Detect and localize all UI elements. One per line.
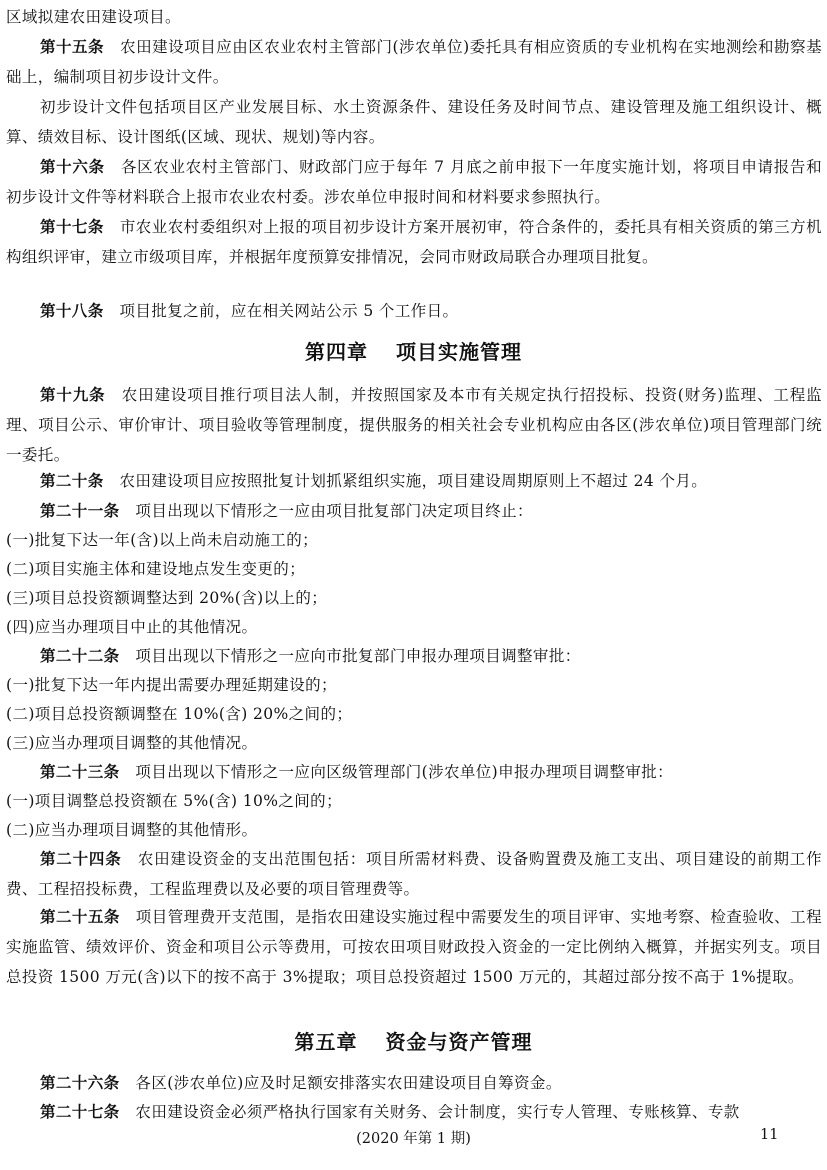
article-label: 第二十条 — [40, 471, 104, 490]
article-label: 第十六条 — [40, 157, 105, 176]
issue-label: (2020 年第 1 期) — [356, 1131, 471, 1147]
article-27: 第二十七条 农田建设资金必须严格执行国家有关财务、会计制度，实行专人管理、专账核算、专款 — [40, 1102, 740, 1121]
design-contents-paragraph: 初步设计文件包括项目区产业发展目标、水土资源条件、建设任务及时间节点、建设管理及施工组织设计、概算、绩效目标、设计图纸(区域、现状、规划)等内容。 — [6, 98, 822, 146]
article-17: 第十七条 市农业农村委组织对上报的项目初步设计方案开展初审，符合条件的，委托具有相关资质的第三方机构组织评审，建立市级项目库，并根据年度预算安排情况，会同市财政局联合办理项目批复。 — [6, 217, 822, 266]
article-15: 第十五条 农田建设项目应由区农业农村主管部门(涉农单位)委托具有相应资质的专业机构在实地测绘和勘察基础上，编制项目初步设计文件。 — [6, 37, 822, 86]
article-label: 第十五条 — [40, 37, 105, 56]
list-item: (一)批复下达一年内提出需要办理延期建设的； — [6, 676, 337, 694]
chapter-5-heading: 第五章 资金与资产管理 — [294, 1030, 533, 1054]
article-label: 第二十一条 — [40, 501, 120, 520]
article-label: 第二十三条 — [40, 762, 120, 781]
list-item: (一)项目调整总投资额在 5%(含) 10%之间的； — [6, 792, 342, 810]
list-item: (三)应当办理项目调整的其他情况。 — [6, 734, 258, 752]
paragraph-continuation: 区域拟建农田建设项目。 — [6, 8, 181, 26]
article-label: 第二十四条 — [40, 849, 122, 868]
article-label: 第十九条 — [40, 385, 106, 404]
article-16: 第十六条 各区农业农村主管部门、财政部门应于每年 7 月底之前申报下一年度实施计划，将项目申请报告和初步设计文件等材料联合上报市农业农村委。涉农单位申报时间和材料要求参照执行。 — [6, 157, 822, 206]
article-label: 第十七条 — [40, 217, 104, 236]
article-25: 第二十五条 项目管理费开支范围，是指农田建设实施过程中需要发生的项目评审、实地考察、检查验收、工程实施监管、绩效评价、资金和项目公示等费用，可按农田项目财政投入资金的一定比例纳入概算，并据实列支。项目总投资 1500 万元(含)以下的按不高于 3%提取；项目总投资超过 1500 万元的，其超过部分按不高于 1%提取。 — [6, 907, 822, 986]
list-item: (三)项目总投资额调整达到 20%(含)以上的； — [6, 589, 328, 607]
chapter-4-heading: 第四章 项目实施管理 — [305, 340, 522, 364]
list-item: (四)应当办理项目中止的其他情况。 — [6, 618, 258, 636]
list-item: (二)应当办理项目调整的其他情形。 — [6, 821, 258, 839]
article-label: 第二十六条 — [40, 1073, 120, 1092]
article-23: 第二十三条 项目出现以下情形之一应向区级管理部门(涉农单位)申报办理项目调整审批： — [40, 762, 674, 781]
article-label: 第二十七条 — [40, 1102, 120, 1121]
article-24: 第二十四条 农田建设资金的支出范围包括：项目所需材料费、设备购置费及施工支出、项目建设的前期工作费、工程招投标费，工程监理费以及必要的项目管理费等。 — [6, 849, 822, 898]
article-label: 第二十二条 — [40, 646, 120, 665]
article-label: 第二十五条 — [40, 907, 120, 926]
article-19: 第十九条 农田建设项目推行项目法人制，并按照国家及本市有关规定执行招投标、投资(财务)监理、工程监理、项目公示、审价审计、项目验收等管理制度，提供服务的相关社会专业机构应由各区(涉农单位)项目管理部门统一委托。 — [6, 385, 822, 464]
article-26: 第二十六条 各区(涉农单位)应及时足额安排落实农田建设项目自筹资金。 — [40, 1073, 562, 1092]
list-item: (二)项目实施主体和建设地点发生变更的； — [6, 560, 306, 578]
article-21: 第二十一条 项目出现以下情形之一应由项目批复部门决定项目终止： — [40, 501, 533, 520]
article-20: 第二十条 农田建设项目应按照批复计划抓紧组织实施，项目建设周期原则上不超过 24 个月。 — [40, 471, 708, 490]
page-number: 11 — [760, 1127, 779, 1143]
article-18: 第十八条 项目批复之前，应在相关网站公示 5 个工作日。 — [40, 301, 459, 320]
article-label: 第十八条 — [40, 301, 104, 320]
page-footer — [0, 1127, 827, 1153]
list-item: (二)项目总投资额调整在 10%(含) 20%之间的； — [6, 705, 353, 723]
list-item: (一)批复下达一年(含)以上尚未启动施工的； — [6, 531, 318, 549]
article-22: 第二十二条 项目出现以下情形之一应向市批复部门申报办理项目调整审批： — [40, 646, 581, 665]
